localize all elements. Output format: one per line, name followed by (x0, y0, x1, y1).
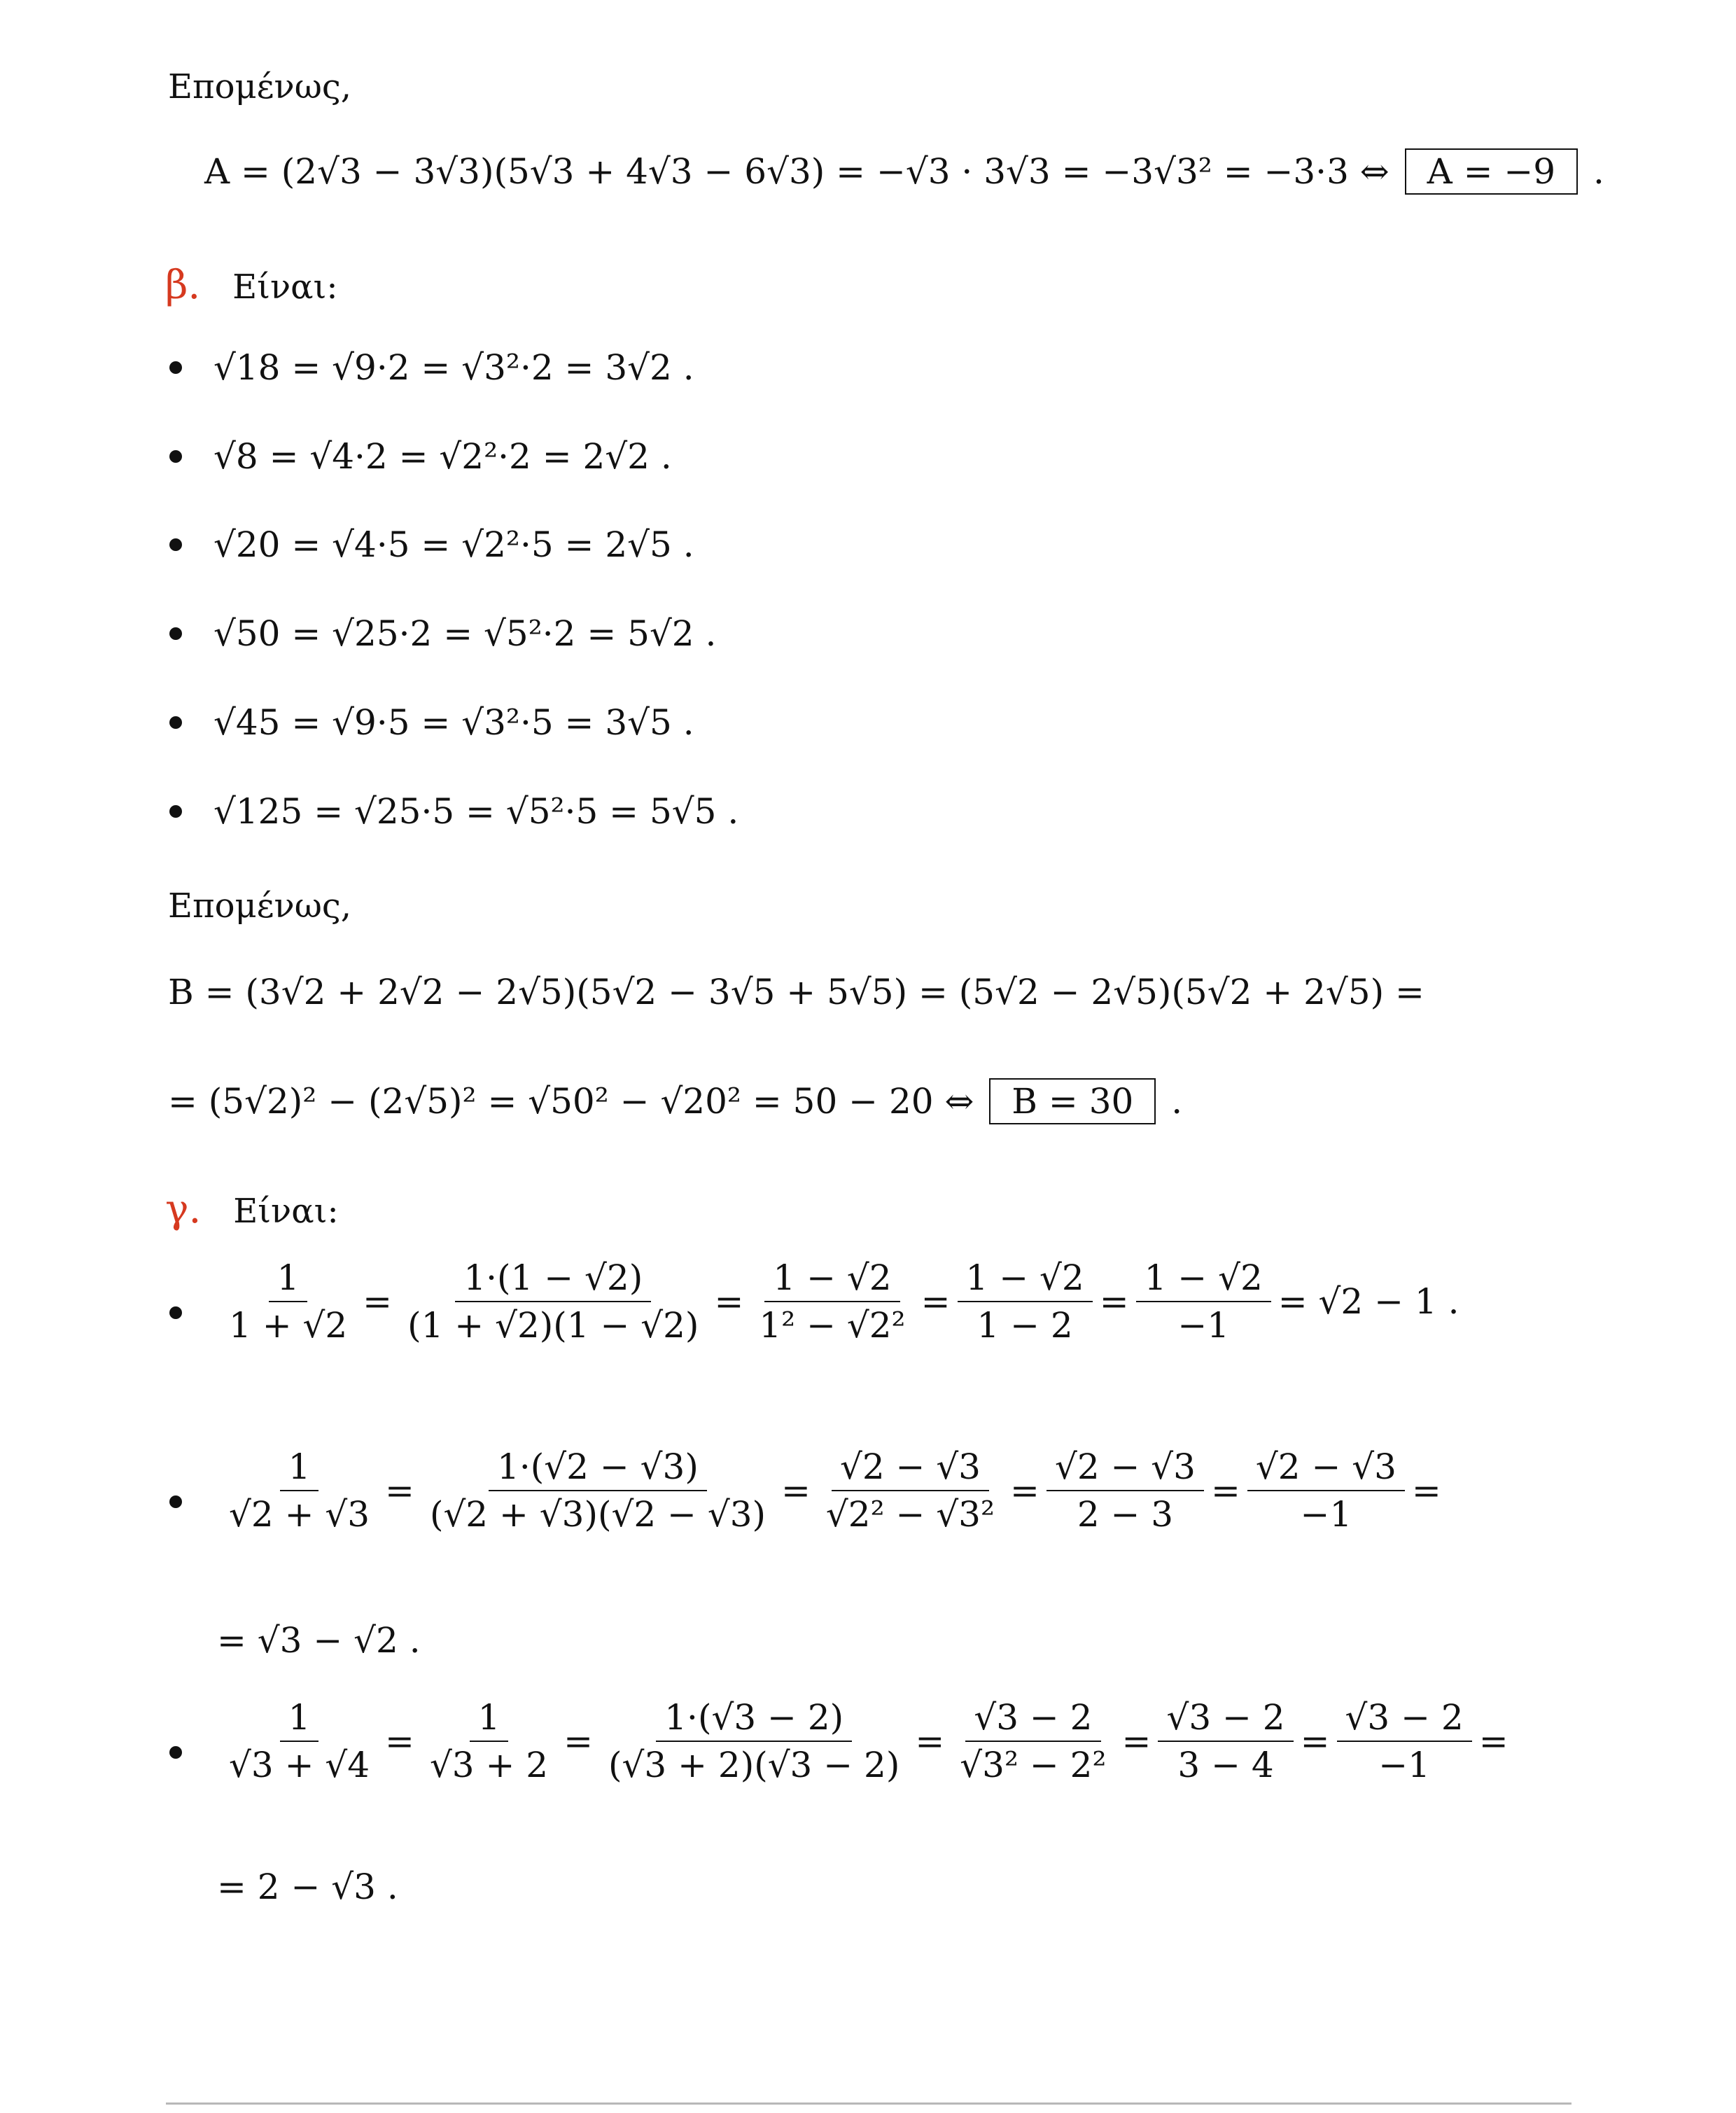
gamma-1-result: = √2 − 1 . (1278, 1281, 1460, 1322)
fraction-denominator: 1² − √2² (759, 1305, 906, 1346)
epomenos-text-2: Επομένως, (168, 886, 352, 926)
fraction-denominator: √2 + √3 (229, 1494, 370, 1535)
section-beta-heading (165, 263, 338, 308)
beta-item-2: √8 = √4·2 = √2²·2 = 2√2 . (214, 436, 672, 477)
fraction-numerator: √2 − √3 (1247, 1449, 1405, 1491)
fraction-numerator: √3 − 2 (965, 1700, 1100, 1742)
fraction-numerator: 1 (280, 1700, 319, 1742)
fraction-denominator: 1 − 2 (976, 1305, 1073, 1346)
beta-item-5: √45 = √9·5 = √3²·5 = 3√5 . (214, 702, 694, 743)
fraction-numerator: 1 (470, 1700, 509, 1742)
fraction-denominator: √2² − √3² (825, 1494, 995, 1535)
bullet-icon (169, 1306, 182, 1319)
fraction (220, 1257, 356, 1346)
gamma-item-3: $\frac{1}{√3 + √4}$ = $\frac{1}{√3 + 2}$ = $\frac{1\cdot(√3 - 2)}{(√3 + 2)(√3 - 2)}$ = $\frac{√3 - 2}{\text{√3² − 2²}}$ = $\frac{√3 - 2}{3 - 4}$ = $\frac{√3 - 2}{-1}$ = (214, 1700, 1508, 1783)
fraction-denominator: 1 + √2 (229, 1305, 348, 1346)
equation-B-period: . (1171, 1081, 1183, 1122)
fraction (220, 1446, 378, 1535)
section-gamma-heading (165, 1187, 339, 1232)
fraction-numerator: 1 − √2 (958, 1260, 1093, 1302)
boxed-answer-B: B = 30 (989, 1078, 1156, 1124)
fraction-denominator: −1 (1300, 1494, 1352, 1535)
fraction-numerator: 1 − √2 (1136, 1260, 1271, 1302)
gamma-item-1: $\frac{1}{1 + √2}$ = $\frac{1\cdot(1 - √2)}{(1 + √2)(1 - √2)}$ = $\frac{1 - √2}{\text{1² − √2²}}$ = $\frac{1 - √2}{1 - 2}$ = $\frac{1 - √2}{-1}$ = √2 − 1 . (214, 1260, 1460, 1343)
fraction-numerator: 1 (280, 1449, 319, 1491)
einai-text-beta: Είναι: (232, 267, 338, 307)
fraction-denominator: √3 + √4 (229, 1745, 370, 1785)
boxed-answer-A: A = −9 (1405, 148, 1578, 195)
bullet-icon (169, 627, 182, 640)
fraction (600, 1697, 908, 1785)
fraction-numerator: 1·(√2 − √3) (489, 1449, 707, 1491)
bullet-icon (169, 361, 182, 374)
fraction (750, 1257, 913, 1346)
fraction (1046, 1446, 1204, 1535)
gamma-3-trailing-equals: = (1478, 1721, 1508, 1762)
section-label-beta: β. (165, 263, 201, 308)
fraction-denominator: 3 − 4 (1177, 1745, 1274, 1785)
equation-B-line-1: B = (3√2 + 2√2 − 2√5)(5√2 − 3√5 + 5√5) = (5√2 − 2√5)(5√2 + 2√5) = (168, 972, 1424, 1012)
fraction-denominator: (√2 + √3)(√2 − √3) (429, 1494, 766, 1535)
equation-A-expression: A = (2√3 − 3√3)(5√3 + 4√3 − 6√3) = −√3 · 3√3 = −3√3² = −3·3 ⇔ (204, 151, 1390, 192)
fraction (1247, 1446, 1405, 1535)
fraction-numerator: √3 − 2 (1337, 1700, 1472, 1742)
fraction (1337, 1697, 1472, 1785)
einai-text-gamma: Είναι: (233, 1192, 339, 1231)
equation-A (204, 148, 1604, 195)
bullet-icon (169, 805, 182, 818)
fraction-denominator: −1 (1177, 1305, 1230, 1346)
fraction-numerator: √3 − 2 (1158, 1700, 1293, 1742)
fraction (421, 1446, 774, 1535)
fraction (1158, 1697, 1293, 1785)
fraction-numerator: √2 − √3 (1046, 1449, 1204, 1491)
gamma-2-trailing-equals: = (1411, 1470, 1441, 1511)
epomenos-text-1: Επομένως, (168, 67, 352, 106)
gamma-3-result: = 2 − √3 . (217, 1867, 398, 1907)
fraction (399, 1257, 707, 1346)
fraction-numerator: 1·(1 − √2) (455, 1260, 651, 1302)
fraction (958, 1257, 1093, 1346)
fraction (1136, 1257, 1271, 1346)
equation-A-period: . (1593, 151, 1604, 192)
fraction (220, 1697, 378, 1785)
fraction-numerator: 1 (269, 1260, 308, 1302)
fraction-denominator: 2 − 3 (1077, 1494, 1174, 1535)
bullet-icon (169, 716, 182, 729)
fraction-denominator: (√3 + 2)(√3 − 2) (608, 1745, 900, 1785)
gamma-item-2: $\frac{1}{√2 + √3}$ = $\frac{1\cdot(√2 - √3)}{(√2 + √3)(√2 - √3)}$ = $\frac{√2 - √3}{\text{√2² − √3²}}$ = $\frac{√2 - √3}{2 - 3}$ = $\frac{√2 - √3}{-1}$ = (214, 1449, 1441, 1532)
beta-item-1: √18 = √9·2 = √3²·2 = 3√2 . (214, 347, 694, 388)
fraction (818, 1446, 1003, 1535)
fraction-numerator: 1 − √2 (764, 1260, 899, 1302)
equation-B-expression: = (5√2)² − (2√5)² = √50² − √20² = 50 − 20 ⇔ (168, 1081, 974, 1122)
fraction-denominator: √3² − 2² (960, 1745, 1107, 1785)
beta-item-6: √125 = √25·5 = √5²·5 = 5√5 . (214, 791, 739, 832)
fraction-denominator: −1 (1378, 1745, 1430, 1785)
bullet-icon (169, 450, 182, 463)
fraction-numerator: √2 − √3 (832, 1449, 989, 1491)
beta-item-3: √20 = √4·5 = √2²·5 = 2√5 . (214, 524, 694, 565)
footer-divider (166, 2102, 1572, 2105)
bullet-icon (169, 538, 182, 551)
gamma-2-result: = √3 − √2 . (217, 1620, 421, 1661)
fraction-denominator: (1 + √2)(1 − √2) (407, 1305, 699, 1346)
beta-item-4: √50 = √25·2 = √5²·2 = 5√2 . (214, 613, 717, 654)
fraction-denominator: √3 + 2 (429, 1745, 549, 1785)
section-label-gamma: γ. (165, 1187, 202, 1232)
bullet-icon (169, 1495, 182, 1508)
bullet-icon (169, 1746, 182, 1759)
equation-B-line-2 (168, 1078, 1182, 1124)
fraction-numerator: 1·(√3 − 2) (656, 1700, 852, 1742)
fraction (421, 1697, 556, 1785)
fraction (951, 1697, 1114, 1785)
